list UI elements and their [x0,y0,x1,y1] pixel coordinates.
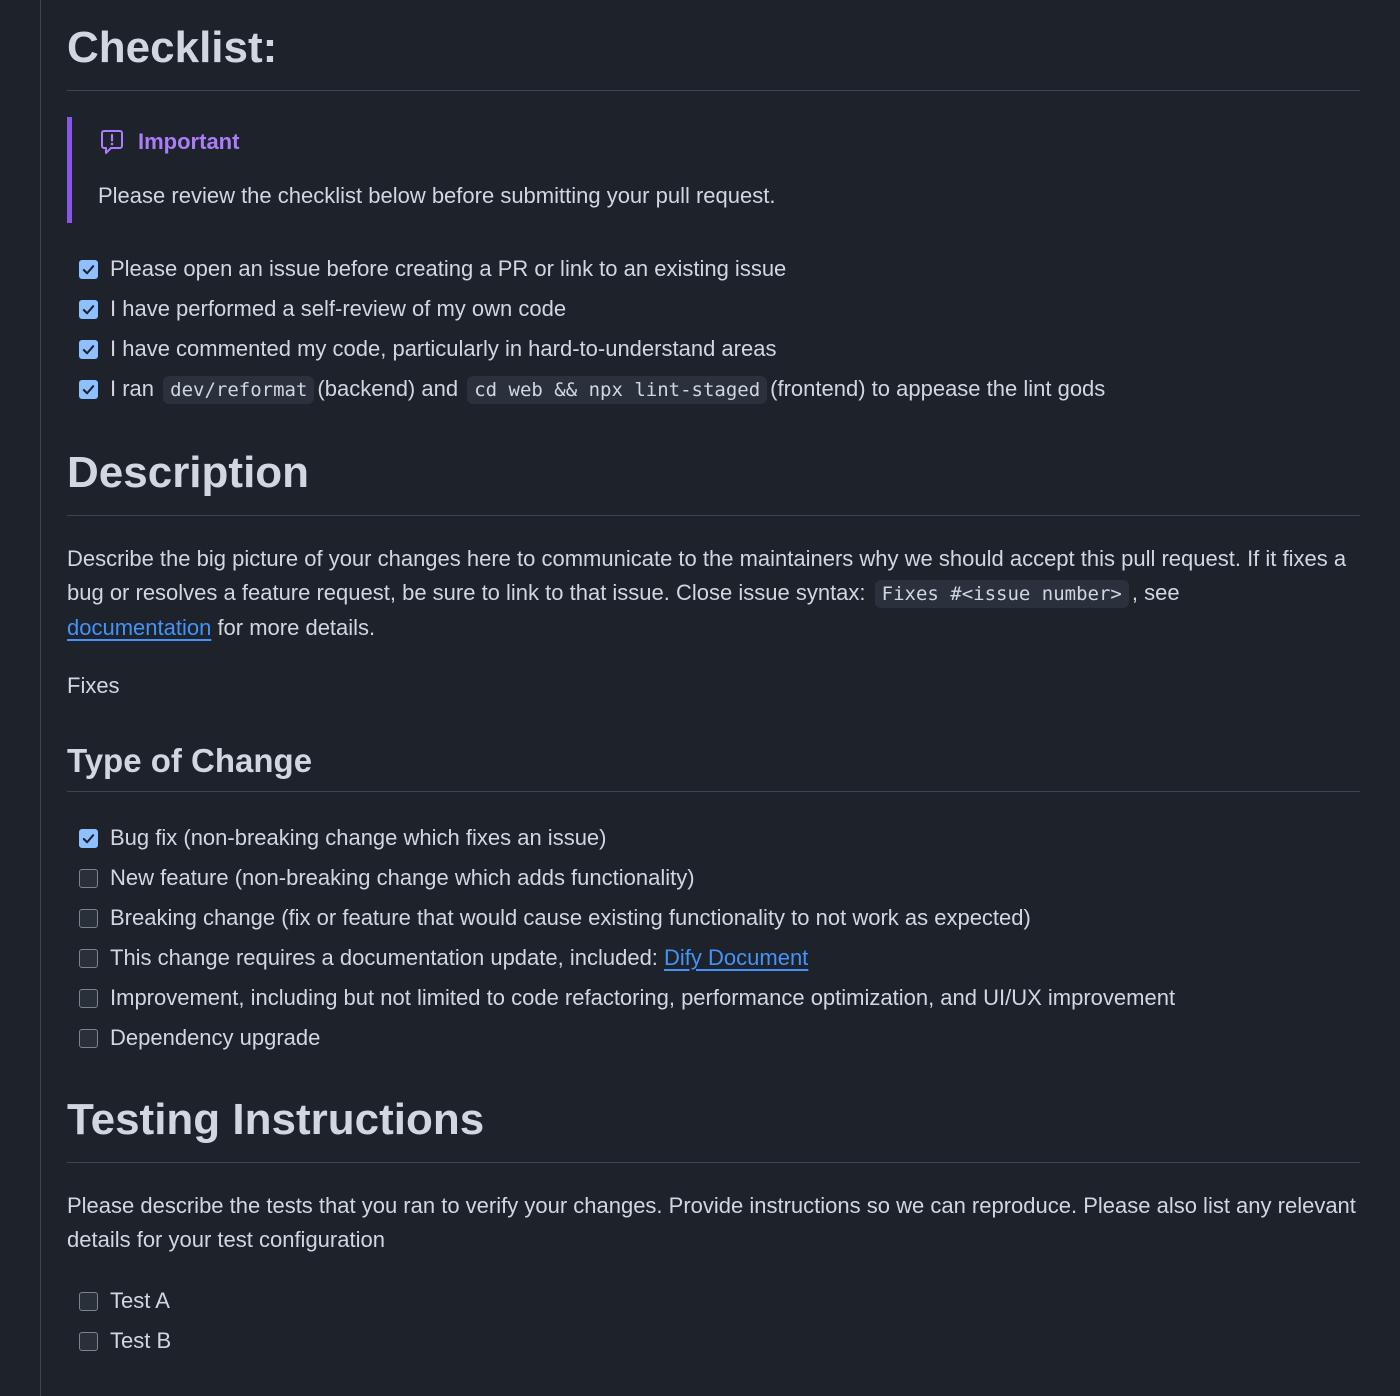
list-item [67,938,1360,978]
list-item [67,249,1360,289]
task-text-mid: (backend) and [317,376,465,401]
task-checkbox[interactable] [79,340,98,359]
task-checkbox[interactable] [79,909,98,928]
task-text-prefix: I ran [110,376,161,401]
task-text: I have performed a self-review of my own code [110,296,567,321]
description-paragraph [67,542,1360,645]
list-item [67,1018,1360,1058]
task-checkbox[interactable] [79,1332,98,1351]
code-lint-staged: cd web && npx lint-staged [467,376,767,404]
description-end: for more details. [211,615,376,640]
task-checkbox[interactable] [79,949,98,968]
dify-document-link[interactable]: Dify Document [664,945,809,970]
testing-list [67,1281,1360,1361]
task-text: New feature (non-breaking change which adds functionality) [110,865,695,890]
alert-body: Please review the checklist below before submitting your pull request. [98,183,776,208]
list-item [67,1281,1360,1321]
task-checkbox[interactable] [79,380,98,399]
markdown-body [67,0,1360,1361]
code-fixes-syntax: Fixes #<issue number> [875,580,1129,608]
type-of-change-heading: Type of Change [67,741,1360,792]
testing-heading: Testing Instructions [67,1094,1360,1163]
description-heading: Description [67,447,1360,516]
task-text: Dependency upgrade [110,1025,321,1050]
description-text: Describe the big picture of your changes here to communicate to the maintainers why we should accept this pull request. If it fixes a bug or resolves a feature request, be sure to link to that issue. Close issue syntax: [67,546,1347,605]
task-text: Please open an issue before creating a PR or link to an existing issue [110,256,787,281]
task-text: I have commented my code, particularly in hard-to-understand areas [110,336,777,361]
task-text: Improvement, including but not limited to code refactoring, performance optimization, and UI/UX improvement [110,985,1176,1010]
list-item [67,369,1360,409]
list-item [67,289,1360,329]
list-item [67,858,1360,898]
alert-title [98,125,1360,159]
task-text-doc: This change requires a documentation update, included: [110,945,665,970]
task-checkbox[interactable] [79,829,98,848]
list-item [67,1321,1360,1361]
code-reformat: dev/reformat [163,376,314,404]
description-see: , see [1131,580,1180,605]
important-alert [67,117,1360,223]
checklist-heading: Checklist: [67,22,1360,91]
documentation-link[interactable]: documentation [67,615,212,640]
list-item [67,978,1360,1018]
left-border [40,0,41,1396]
task-text: Breaking change (fix or feature that would cause existing functionality to not work as expected) [110,905,1031,930]
list-item [67,329,1360,369]
task-checkbox[interactable] [79,989,98,1008]
task-checkbox[interactable] [79,260,98,279]
task-text [110,376,1105,402]
testing-paragraph: Please describe the tests that you ran to verify your changes. Provide instructions so we can reproduce. Please also list any relevant details for your test configuration [67,1193,1356,1252]
checklist-task-list [67,249,1360,409]
task-checkbox[interactable] [79,1292,98,1311]
task-text: Bug fix (non-breaking change which fixes an issue) [110,825,607,850]
task-checkbox[interactable] [79,869,98,888]
task-text: Test B [110,1328,172,1353]
task-checkbox[interactable] [79,1029,98,1048]
fixes-text: Fixes [67,673,120,698]
task-text [110,945,808,971]
report-icon [98,128,126,156]
list-item [67,818,1360,858]
task-checkbox[interactable] [79,300,98,319]
task-text-suffix: (frontend) to appease the lint gods [770,376,1106,401]
list-item [67,898,1360,938]
alert-title-text: Important [138,129,240,154]
type-of-change-list [67,818,1360,1058]
task-text: Test A [110,1288,170,1313]
